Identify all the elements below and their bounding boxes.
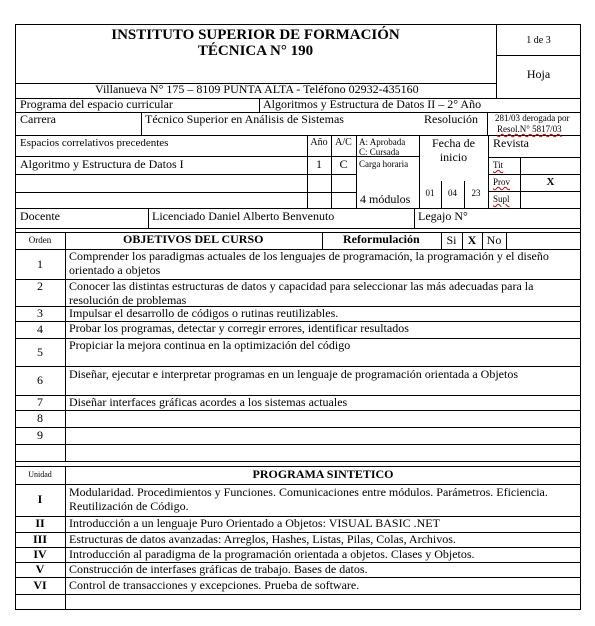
reformulation-yes-mark: X <box>467 233 477 247</box>
institute-name-line1: INSTITUTO SUPERIOR DE FORMACIÓN <box>111 27 400 43</box>
divider <box>488 174 581 175</box>
supl-label: Supl <box>493 194 510 204</box>
divider <box>15 174 356 175</box>
approved-label: A: Aprobada <box>359 137 406 147</box>
divider <box>259 98 260 112</box>
reformulation-no-label: No <box>486 233 502 247</box>
program-value: Algoritmos y Estructura de Datos II – 2° Año <box>263 97 482 111</box>
hours-label: Carga horaria <box>359 159 409 169</box>
correlative-year: 1 <box>316 157 322 171</box>
institute-name-line2: TÉCNICA N° 190 <box>197 43 314 59</box>
start-month: 04 <box>448 188 457 198</box>
career-value: Técnico Superior en Análisis de Sistemas <box>145 112 344 126</box>
correlative-subject: Algoritmo y Estructura de Datos I <box>20 157 184 171</box>
divider <box>15 444 581 445</box>
unit-number: VI <box>33 578 47 592</box>
tit-label: Tit <box>493 160 504 170</box>
hours-value: 4 módulos <box>360 192 411 206</box>
unit-header: Unidad <box>28 470 52 479</box>
divider <box>15 427 581 428</box>
prov-mark: X <box>546 176 555 188</box>
career-label: Carrera <box>20 112 56 126</box>
unit-number: IV <box>33 547 47 561</box>
unit-text: Control de transacciones y excepciones. Prueba de software. <box>69 578 360 592</box>
divider <box>15 228 581 229</box>
divider <box>15 594 581 595</box>
reformulation-yes-label: Si <box>446 233 457 247</box>
start-day: 01 <box>425 188 435 198</box>
unit-number: II <box>35 516 45 530</box>
divider <box>65 466 66 610</box>
institute-address: Villanueva N° 175 – 8109 PUNTA ALTA - Teléfono 02932-435160 <box>95 82 419 96</box>
resolution-value-1: 281/03 derogada por <box>495 113 570 123</box>
unit-text: Construcción de interfases gráficas de trabajo. Bases de datos. <box>69 562 368 576</box>
objective-text: Propiciar la mejora continua en la optimización del código <box>69 338 351 352</box>
page-count: 1 de 3 <box>526 35 551 46</box>
teacher-label: Docente <box>20 209 60 223</box>
objective-number: 6 <box>37 373 43 387</box>
objective-text: Conocer las distintas estructuras de datos y capacidad para seleccionar las más adecuadas para la resolución de problemas <box>69 279 534 307</box>
objective-text: Diseñar, ejecutar e interpretar programas en un lenguaje de programación orientada a Objetos <box>69 367 518 381</box>
start-date-label-1: Fecha de <box>432 136 475 150</box>
divider <box>506 232 507 249</box>
teacher-value: Licenciado Daniel Alberto Benvenuto <box>152 209 335 223</box>
objective-number: 4 <box>37 322 43 336</box>
unit-number: III <box>32 532 47 546</box>
start-year: 23 <box>471 188 481 198</box>
resolution-value-2: Resol.N° 5817/03 <box>497 124 562 134</box>
objective-number: 8 <box>37 411 43 425</box>
correlatives-label: Espacios correlativos precedentes <box>20 137 169 149</box>
objective-number: 1 <box>37 257 43 271</box>
objective-number: 9 <box>37 428 43 442</box>
divider <box>488 191 581 192</box>
divider <box>15 410 581 411</box>
divider <box>488 157 581 158</box>
objective-text: Probar los programas, detectar y corregir errores, identificar resultados <box>69 321 409 335</box>
divider <box>488 135 489 208</box>
objective-text: Impulsar el desarrollo de códigos o rutinas reutilizables. <box>69 306 339 320</box>
unit-number: I <box>37 492 43 506</box>
year-label: Año <box>310 137 328 148</box>
objective-text: Diseñar interfaces gráficas acordes a los sistemas actuales <box>69 395 348 409</box>
divider <box>487 112 488 135</box>
review-label: Revista <box>493 136 529 150</box>
order-header: Orden <box>28 235 52 245</box>
prov-label: Prov <box>493 177 511 187</box>
program-label: Programa del espacio curricular <box>20 97 173 111</box>
unit-text: Modularidad. Procedimientos y Funciones. Comunicaciones entre módulos. Parámetros. Eficiencia. Reutilización de Código. <box>69 485 548 513</box>
ac-label: A/C <box>335 137 352 148</box>
legajo-label: Legajo N° <box>418 209 468 223</box>
divider <box>15 192 356 193</box>
objective-number: 3 <box>37 306 43 320</box>
unit-number: V <box>35 562 45 576</box>
objectives-title: OBJETIVOS DEL CURSO <box>123 232 264 246</box>
divider <box>148 208 149 228</box>
divider <box>414 208 415 228</box>
sheet-label: Hoja <box>526 67 551 81</box>
divider <box>356 135 357 208</box>
taken-label: C: Cursada <box>359 147 400 157</box>
unit-text: Introducción al paradigma de la programación orientada a objetos. Clases y Objetos. <box>69 547 475 561</box>
correlative-status: C <box>339 157 348 171</box>
objective-number: 5 <box>37 345 43 359</box>
unit-text: Estructuras de datos avanzadas: Arreglos, Hashes, Listas, Pilas, Colas, Archivos. <box>69 532 456 546</box>
unit-text: Introducción a un lenguaje Puro Orientado a Objetos: VISUAL BASIC .NET <box>69 516 440 530</box>
objective-number: 7 <box>37 395 43 409</box>
divider <box>496 55 581 56</box>
resolution-label: Resolución <box>424 112 478 126</box>
program-title: PROGRAMA SINTETICO <box>252 467 394 481</box>
start-date-label-2: inicio <box>439 150 468 164</box>
reformulation-label: Reformulación <box>343 232 420 246</box>
objective-number: 2 <box>37 279 43 293</box>
divider <box>322 232 323 249</box>
divider <box>141 112 142 135</box>
objective-text: Comprender los paradigmas actuales de los lenguajes de programación, la programación y el diseño orientado a objetos <box>69 249 549 277</box>
